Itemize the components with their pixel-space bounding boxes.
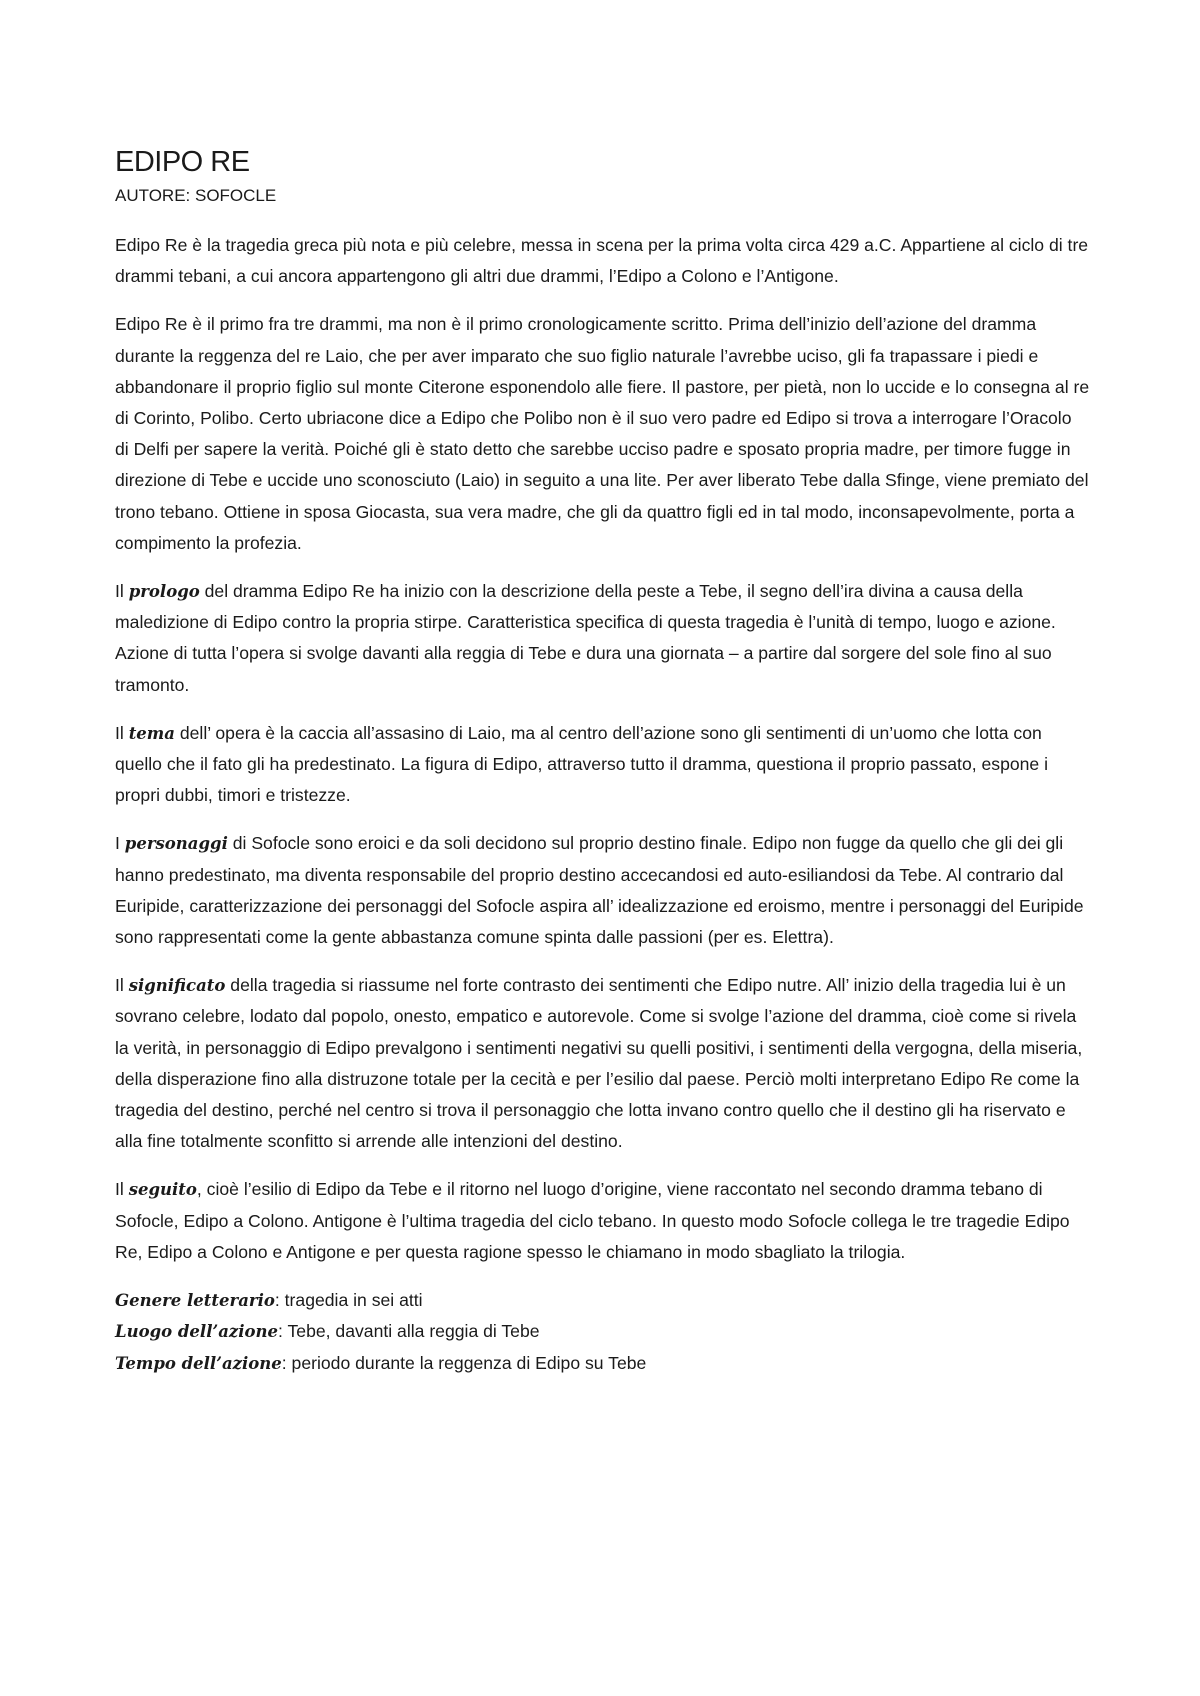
document-page (115, 145, 1090, 1379)
keyword-seguito: seguito (128, 1180, 197, 1200)
paragraph-personaggi (115, 828, 1090, 953)
paragraph-prefix: Il (115, 722, 129, 743)
fact-tempo (115, 1348, 1090, 1379)
paragraph-text: di Sofocle sono eroici e da soli decidono sul proprio destino finale. Edipo non fugge da quello che gli dei gli hanno predestinato, ma diventa responsabile del proprio destino accecandosi ed auto-esiliandosi da Tebe. Al contrario dal Euripide, caratterizzazione dei personaggi del Sofocle aspira all’ idealizzazione ed eroismo, mentre i personaggi del Euripide sono rappresentati come la gente abbastanza comune spinta dalle passioni (per es. Elettra). (115, 833, 1084, 948)
fact-luogo (115, 1316, 1090, 1347)
document-author: AUTORE: SOFOCLE (115, 186, 277, 205)
keyword-prologo: prologo (128, 582, 200, 602)
paragraph-significato (115, 970, 1090, 1157)
paragraph-tema (115, 718, 1090, 812)
paragraph-text: del dramma Edipo Re ha inizio con la descrizione della peste a Tebe, il segno dell’ira divina a causa della maledizione di Edipo contro la propria stirpe. Caratteristica specifica di questa tragedia è l’unità di tempo, luogo e azione. Azione di tutta l’opera si svolge davanti alla reggia di Tebe e dura una giornata – a partire dal sorgere del sole fino al suo tramonto. (115, 581, 1056, 695)
paragraph-prefix: Il (115, 1179, 129, 1200)
fact-genere (115, 1285, 1090, 1316)
keyword-significato: significato (128, 976, 226, 996)
fact-value: : periodo durante la reggenza di Edipo su Tebe (281, 1352, 647, 1373)
paragraph-text: Edipo Re è il primo fra tre drammi, ma non è il primo cronologicamente scritto. Prima dell’inizio dell’azione del dramma durante la reggenza del re Laio, che per aver imparato che suo figlio naturale l’avrebbe uciso, gli fa trapassare i piedi e abbandonare il proprio figlio sul monte Citerone esponendolo alle fiere. Il pastore, per pietà, non lo uccide e lo consegna al re di Corinto, Polibo. Certo ubriacone dice a Edipo che Polibo non è il suo vero padre ed Edipo si trova a interrogare l’Oracolo di Delfi per sapere la verità. Poiché gli è stato detto che sarebbe ucciso padre e sposato propria madre, per timore fugge in direzione di Tebe e uccide uno sconosciuto (Laio) in seguito a una lite. Per aver liberato Tebe dalla Sfinge, viene premiato del trono tebano. Ottiene in sposa Giocasta, sua vera madre, che gli da quattro figli ed in tal modo, inconsapevolmente, porta a compimento la profezia. (115, 314, 1090, 553)
keyword-tema: tema (128, 723, 175, 743)
fact-label: Luogo dell’azione (115, 1322, 279, 1342)
fact-label: Genere letterario (115, 1291, 275, 1311)
paragraph-text: dell’ opera è la caccia all’assasino di Laio, ma al centro dell’azione sono gli sentimenti di un’uomo che lotta con quello che il fato gli ha predestinato. La figura di Edipo, attraverso tutto il dramma, questiona il proprio passato, espone i propri dubbi, timori e tristezze. (115, 722, 1049, 806)
keyword-personaggi: personaggi (124, 834, 228, 854)
paragraph-prefix: Il (115, 581, 129, 602)
paragraph-plot (115, 309, 1090, 559)
paragraph-prefix: Il (115, 975, 129, 996)
paragraph-prefix: I (115, 833, 125, 854)
paragraph-text: della tragedia si riassume nel forte contrasto dei sentimenti che Edipo nutre. All’ inizio della tragedia lui è un sovrano celebre, lodato dal popolo, onesto, empatico e autorevole. Come si svolge l’azione del dramma, cioè come si rivela la verità, in personaggio di Edipo prevalgono i sentimenti negativi su quelli positivi, i sentimenti della vergogna, della miseria, della disperazione fino alla distruzone totale per la cecità e per l’esilio dal paese. Perciò molti interpretano Edipo Re come la tragedia del destino, perché nel centro si trova il personaggio che lotta invano contro quello che il destino gli ha riservato e alla fine totalmente sconfitto si arrende alle intenzioni del destino. (115, 975, 1083, 1152)
paragraph-prologo (115, 576, 1090, 701)
paragraph-text: Edipo Re è la tragedia greca più nota e più celebre, messa in scena per la prima volta circa 429 a.C. Appartiene al ciclo di tre drammi tebani, a cui ancora appartengono gli altri due drammi, l’Edipo a Colono e l’Antigone. (115, 235, 1089, 287)
paragraph-intro (115, 230, 1090, 292)
fact-value: : Tebe, davanti alla reggia di Tebe (278, 1321, 540, 1342)
facts-list (115, 1285, 1090, 1379)
paragraph-seguito (115, 1174, 1090, 1268)
paragraph-text: , cioè l’esilio di Edipo da Tebe e il ritorno nel luogo d’origine, viene raccontato nel secondo dramma tebano di Sofocle, Edipo a Colono. Antigone è l’ultima tragedia del ciclo tebano. In questo modo Sofocle collega le tre tragedie Edipo Re, Edipo a Colono e Antigone e per questa ragione spesso le chiamano in modo sbagliato la trilogia. (115, 1179, 1070, 1262)
fact-value: : tragedia in sei atti (274, 1290, 423, 1311)
fact-label: Tempo dell’azione (115, 1353, 282, 1373)
document-title: EDIPO RE (115, 146, 250, 178)
